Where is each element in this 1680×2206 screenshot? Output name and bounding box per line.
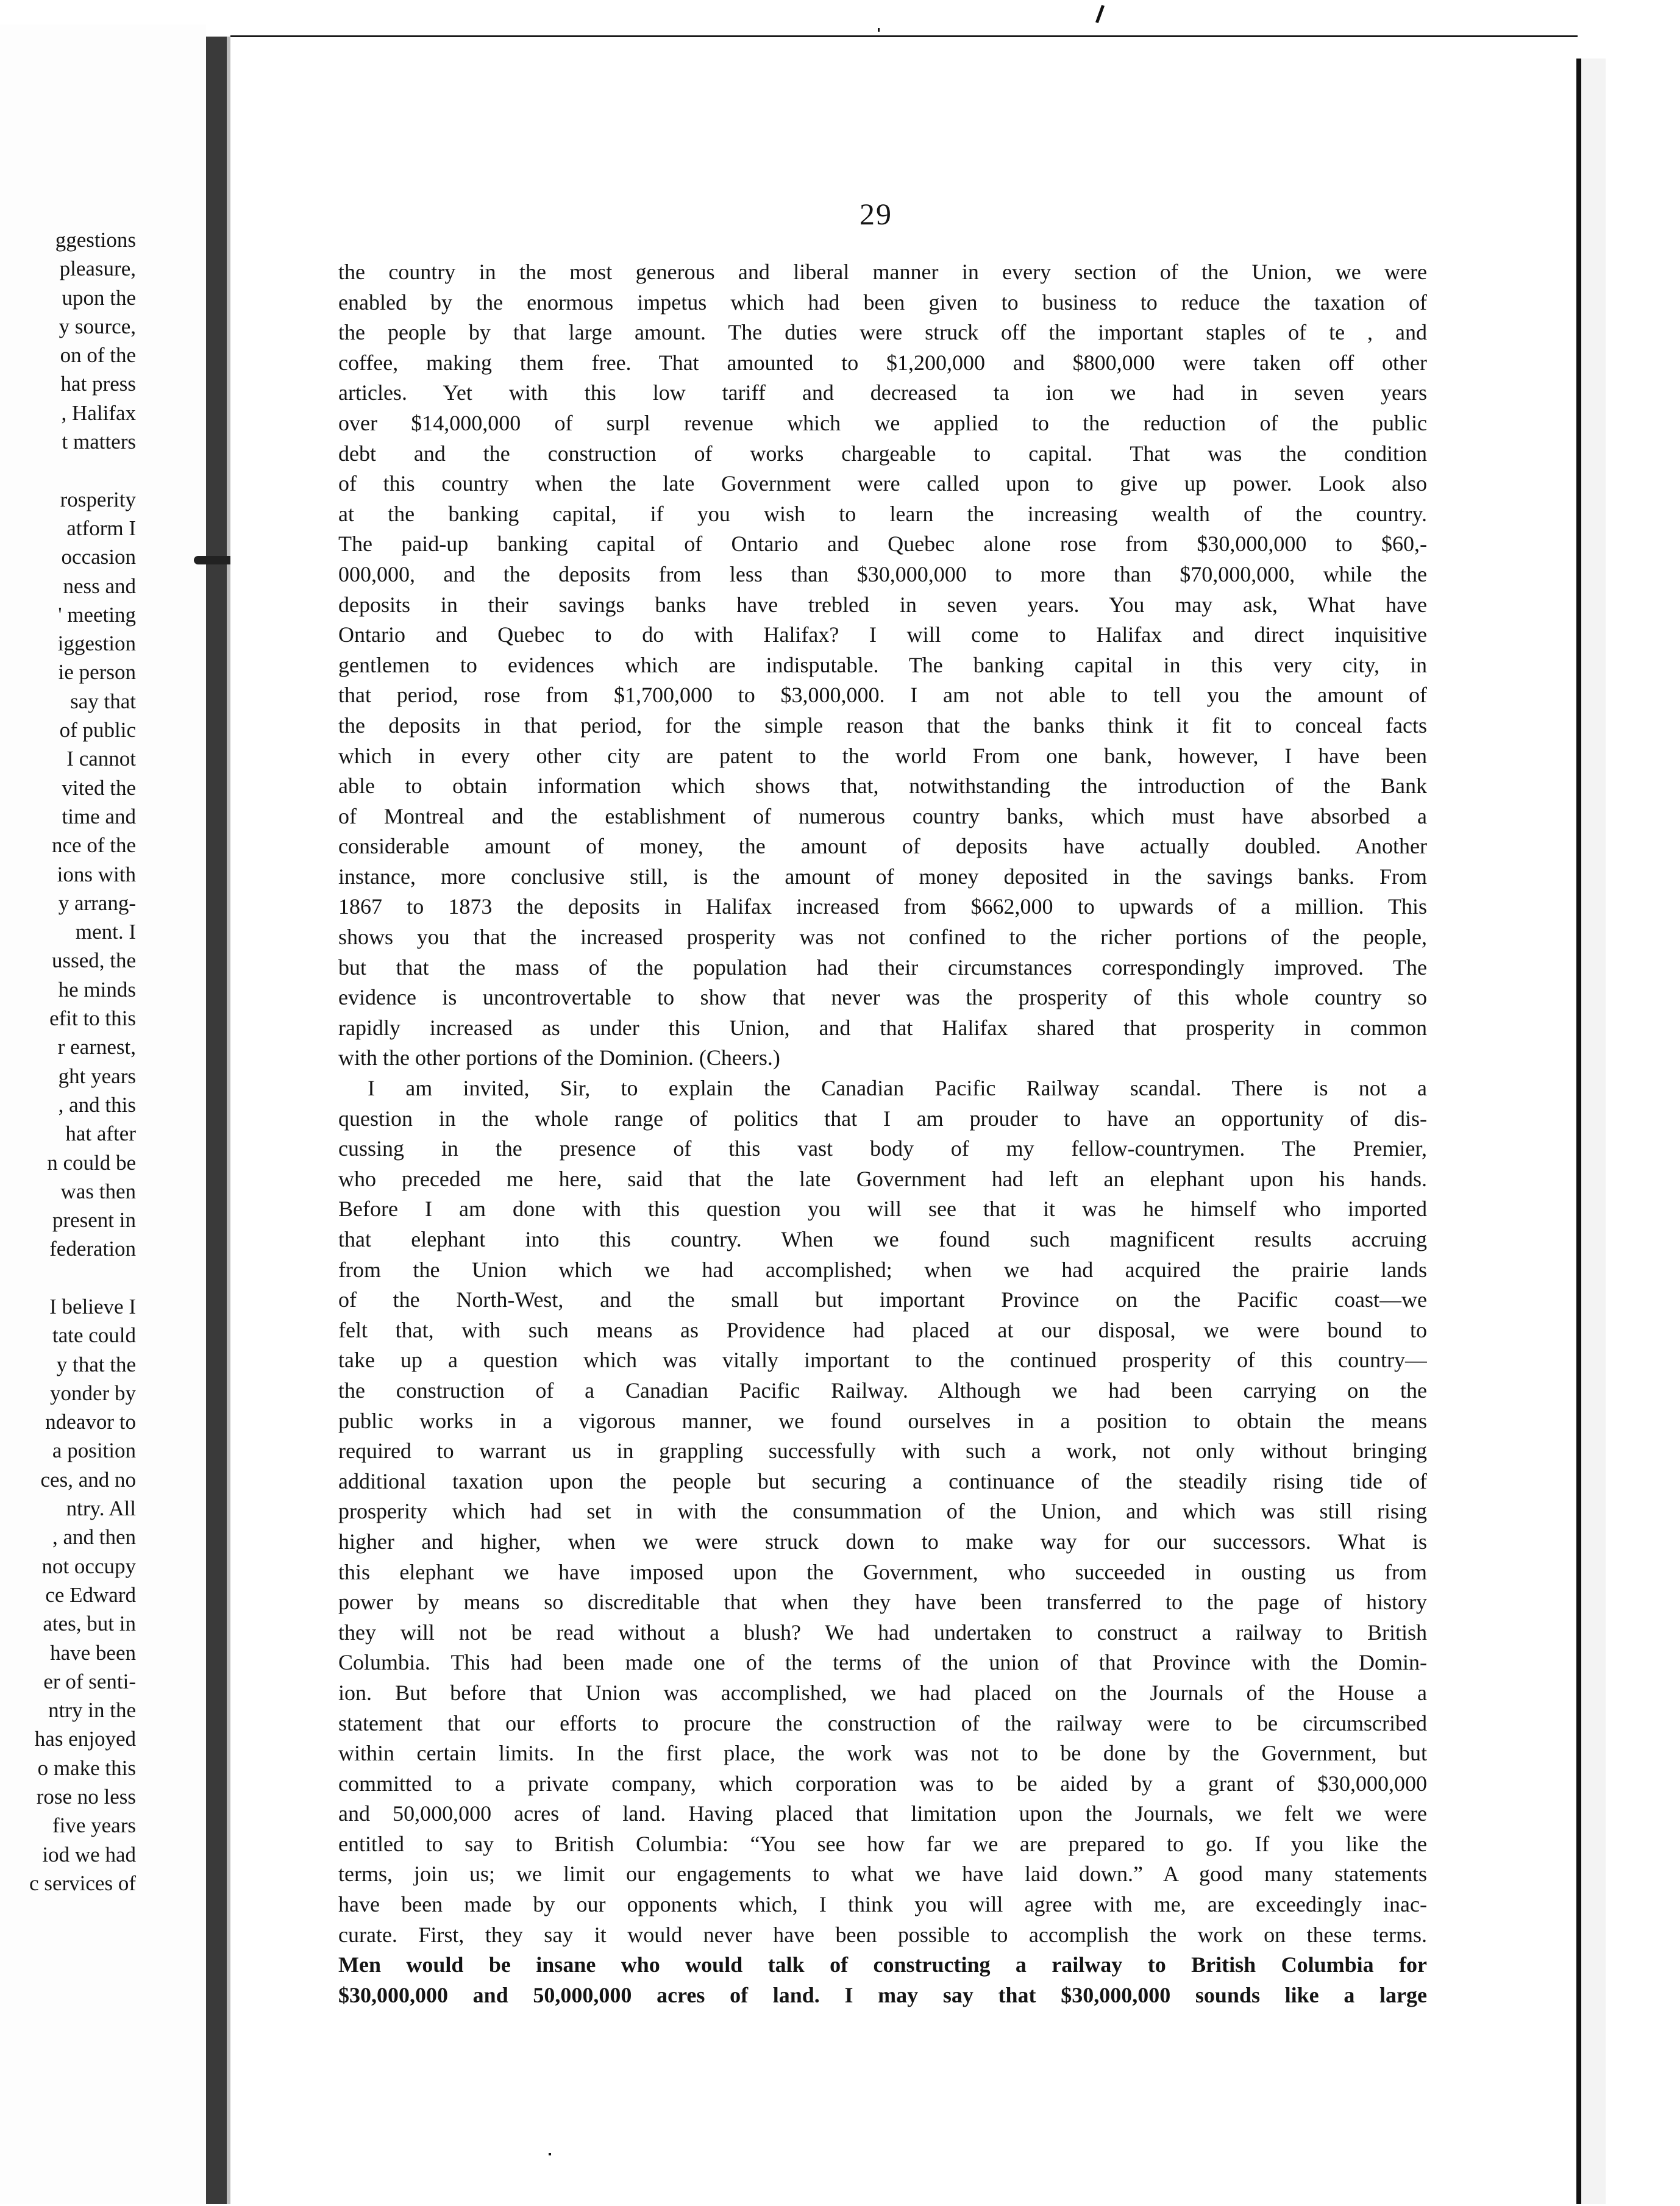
page-number: 29 — [860, 197, 892, 231]
left-page-line — [2, 456, 136, 485]
left-page-line: ndeavor to — [45, 1410, 136, 1434]
text-line: 1867 to 1873 the deposits in Halifax increased from $662,000 to upwards of a million. This — [338, 894, 1427, 919]
left-page-line: o make this — [37, 1756, 136, 1780]
text-line: ion. But before that Union was accomplished, we had placed on the Journals of the House a — [338, 1680, 1427, 1705]
paragraph-railway — [338, 1073, 1427, 2010]
text-line: higher and higher, when we were struck down to make way for our successors. What is — [338, 1529, 1427, 1554]
left-page-line: ce Edward — [45, 1582, 136, 1607]
text-line: the deposits in that period, for the simple reason that the banks think it fit to conceal facts — [338, 713, 1427, 738]
paragraph-economy — [338, 257, 1427, 1073]
left-page-line: on of the — [60, 343, 136, 368]
left-page-line: r earnest, — [57, 1035, 136, 1059]
left-page-line: say that — [70, 689, 136, 713]
text-line: take up a question which was vitally important to the continued prosperity of this country— — [338, 1348, 1427, 1373]
left-page-line: hat press — [60, 372, 136, 396]
text-line: able to obtain information which shows that, notwithstanding the introduction of the Bank — [338, 774, 1427, 799]
left-page-line: vited the — [62, 775, 136, 800]
left-page-text-fragments — [2, 226, 136, 1898]
text-line: felt that, with such means as Providence had placed at our disposal, we were bound to — [338, 1317, 1427, 1342]
left-page-line: er of senti- — [43, 1669, 136, 1693]
text-line: which in every other city are patent to the world From one bank, however, I have been — [338, 743, 1427, 768]
text-line: of this country when the late Government were called upon to give up power. Look also — [338, 471, 1427, 496]
left-page-line: occasion — [61, 545, 136, 569]
left-page-line: federation — [49, 1237, 136, 1261]
text-line: Columbia. This had been made one of the terms of the union of that Province with the Domin- — [338, 1650, 1427, 1675]
left-page-line: ness and — [63, 574, 136, 598]
book-gutter — [206, 37, 228, 2204]
left-facing-page — [0, 24, 206, 2204]
text-line: curate. First, they say it would never have been possible to accomplish the work on these terms. — [338, 1922, 1427, 1947]
scan-speck — [878, 28, 880, 32]
left-page-line: y that the — [56, 1352, 136, 1376]
left-page-line: ' meeting — [58, 602, 136, 627]
text-line: public works in a vigorous manner, we found ourselves in a position to obtain the means — [338, 1408, 1427, 1433]
left-page-line: time and — [62, 804, 136, 828]
left-page-line: a position — [52, 1439, 136, 1463]
left-page-line: ussed, the — [51, 948, 136, 973]
left-page-line: I believe I — [49, 1294, 136, 1318]
text-line: committed to a private company, which corporation was to be aided by a grant of $30,000,000 — [338, 1771, 1427, 1796]
left-page-line: , Halifax — [61, 400, 136, 425]
left-page-line: I cannot — [66, 747, 136, 771]
text-line: with the other portions of the Dominion. (Cheers.) — [338, 1045, 780, 1070]
page-shadow — [1581, 59, 1606, 2204]
text-line: that elephant into this country. When we found such magnificent results accruing — [338, 1227, 1427, 1251]
scan-speck — [1095, 5, 1105, 23]
left-page-line: five years — [52, 1813, 136, 1838]
text-line: but that the mass of the population had their circumstances correspondingly improved. The — [338, 955, 1427, 980]
left-page-line: present in — [52, 1208, 136, 1233]
text-line: that period, rose from $1,700,000 to $3,000,000. I am not able to tell you the amount of — [338, 683, 1427, 708]
left-page-line: hat after — [65, 1122, 136, 1146]
left-page-line: ates, but in — [43, 1612, 136, 1636]
text-line: statement that our efforts to procure the construction of the railway were to be circumscribed — [338, 1710, 1427, 1735]
text-line: I am invited, Sir, to explain the Canadian Pacific Railway scandal. There is not a — [368, 1076, 1427, 1101]
left-page-line: c services of — [29, 1871, 136, 1895]
left-page-line: ions with — [57, 862, 136, 886]
text-line: The paid-up banking capital of Ontario and Quebec alone rose from $30,000,000 to $60,- — [338, 532, 1427, 557]
text-line: over $14,000,000 of surpl revenue which we applied to the reduction of the public — [338, 410, 1427, 435]
left-page-line: rose no less — [36, 1785, 136, 1809]
left-page-line: yonder by — [50, 1381, 136, 1405]
text-line: evidence is uncontrovertable to show that never was the prosperity of this whole country so — [338, 985, 1427, 1010]
text-line: required to warrant us in grappling successfully with such a work, not only without bringing — [338, 1439, 1427, 1464]
text-line: of the North-West, and the small but important Province on the Pacific coast—we — [338, 1287, 1427, 1312]
text-line: this elephant we have imposed upon the Government, who succeeded in ousting us from — [338, 1559, 1427, 1584]
text-line: considerable amount of money, the amount of deposits have actually doubled. Another — [338, 834, 1427, 859]
text-line: deposits in their savings banks have trebled in seven years. You may ask, What have — [338, 592, 1427, 617]
text-line: Men would be insane who would talk of constructing a railway to British Columbia for — [338, 1952, 1427, 1977]
left-page-line: tate could — [52, 1323, 136, 1348]
left-page-line: ggestions — [55, 228, 136, 252]
left-page-line: was then — [60, 1179, 136, 1203]
left-page-line: has enjoyed — [34, 1727, 136, 1751]
left-page-line: upon the — [62, 285, 136, 310]
text-line: rapidly increased as under this Union, and that Halifax shared that prosperity in common — [338, 1015, 1427, 1040]
left-page-line: efit to this — [49, 1006, 136, 1031]
left-page-line: , and then — [52, 1525, 136, 1550]
text-line: 000,000, and the deposits from less than $30,000,000 to more than $70,000,000, while the — [338, 561, 1427, 586]
text-line: power by means so discreditable that when they have been transferred to the page of history — [338, 1590, 1427, 1615]
text-line: shows you that the increased prosperity was not confined to the richer portions of the people, — [338, 925, 1427, 950]
text-line: $30,000,000 and 50,000,000 acres of land. I may say that $30,000,000 sounds like a large — [338, 1982, 1427, 2007]
left-page-line: y source, — [59, 314, 136, 338]
left-page-line: atform I — [66, 516, 136, 540]
text-line: instance, more conclusive still, is the amount of money deposited in the savings banks. From — [338, 864, 1427, 889]
text-line: articles. Yet with this low tariff and decreased ta ion we had in seven years — [338, 380, 1427, 405]
left-page-line: nce of the — [52, 833, 136, 858]
scan-speck — [549, 2153, 551, 2155]
left-page-line: ght years — [58, 1064, 136, 1088]
text-line: coffee, making them free. That amounted to $1,200,000 and $800,000 were taken off other — [338, 350, 1427, 375]
text-line: gentlemen to evidences which are indisputable. The banking capital in this very city, in — [338, 652, 1427, 677]
left-page-line: of public — [59, 718, 136, 742]
left-page-line: not occupy — [41, 1554, 136, 1578]
left-page-line: ces, and no — [40, 1467, 136, 1492]
left-page-line: rosperity — [60, 487, 136, 511]
left-page-line: t matters — [62, 430, 136, 454]
text-line: cussing in the presence of this vast body of my fellow-countrymen. The Premier, — [338, 1136, 1427, 1161]
text-line: of Montreal and the establishment of numerous country banks, which must have absorbed a — [338, 803, 1427, 828]
left-page-line: have been — [50, 1640, 136, 1665]
left-page-line: iggestion — [57, 632, 136, 656]
text-line: have been made by our opponents which, I think you will agree with me, are exceedingly inac- — [338, 1892, 1427, 1917]
left-page-line: n could be — [47, 1150, 136, 1175]
text-line: from the Union which we had accomplished; when we had acquired the prairie lands — [338, 1257, 1427, 1282]
text-line: and 50,000,000 acres of land. Having placed that limitation upon the Journals, we felt we were — [338, 1801, 1427, 1826]
text-line: the country in the most generous and liberal manner in every section of the Union, we were — [338, 260, 1427, 284]
left-page-line — [2, 1264, 136, 1292]
text-line: at the banking capital, if you wish to learn the increasing wealth of the country. — [338, 501, 1427, 526]
text-line: question in the whole range of politics that I am prouder to have an opportunity of dis- — [338, 1106, 1427, 1131]
left-page-line: ntry. All — [66, 1496, 136, 1521]
text-line: who preceded me here, said that the late Government had left an elephant upon his hands. — [338, 1166, 1427, 1191]
text-line: additional taxation upon the people but securing a continuance of the steadily rising tide of — [338, 1468, 1427, 1493]
text-line: enabled by the enormous impetus which had been given to business to reduce the taxation of — [338, 290, 1427, 315]
left-page-line: he minds — [58, 977, 136, 1002]
text-line: Ontario and Quebec to do with Halifax? I will come to Halifax and direct inquisitive — [338, 622, 1427, 647]
left-page-line: , and this — [58, 1092, 136, 1117]
left-page-line: ment. I — [75, 920, 136, 944]
text-line: they will not be read without a blush? We had undertaken to construct a railway to British — [338, 1620, 1427, 1645]
page-right-edge — [1576, 59, 1581, 2204]
text-line: entitled to say to British Columbia: “You see how far we are prepared to go. If you like the — [338, 1831, 1427, 1856]
left-page-line: ie person — [58, 660, 136, 685]
text-line: Before I am done with this question you will see that it was he himself who imported — [338, 1197, 1427, 1222]
text-line: the construction of a Canadian Pacific Railway. Although we had been carrying on the — [338, 1378, 1427, 1403]
left-page-line: ntry in the — [48, 1698, 136, 1723]
text-line: debt and the construction of works chargeable to capital. That was the condition — [338, 441, 1427, 466]
text-line: terms, join us; we limit our engagements to what we have laid down.” A good many statements — [338, 1862, 1427, 1887]
text-line: prosperity which had set in with the consummation of the Union, and which was still rising — [338, 1499, 1427, 1524]
body-text — [338, 257, 1427, 2010]
left-page-line: y arrang- — [58, 891, 136, 915]
text-line: within certain limits. In the first place, the work was not to be done by the Government, but — [338, 1741, 1427, 1766]
left-page-line: pleasure, — [59, 257, 136, 281]
text-line: the people by that large amount. The duties were struck off the important staples of te , and — [338, 320, 1427, 345]
left-page-line: iod we had — [42, 1842, 136, 1866]
